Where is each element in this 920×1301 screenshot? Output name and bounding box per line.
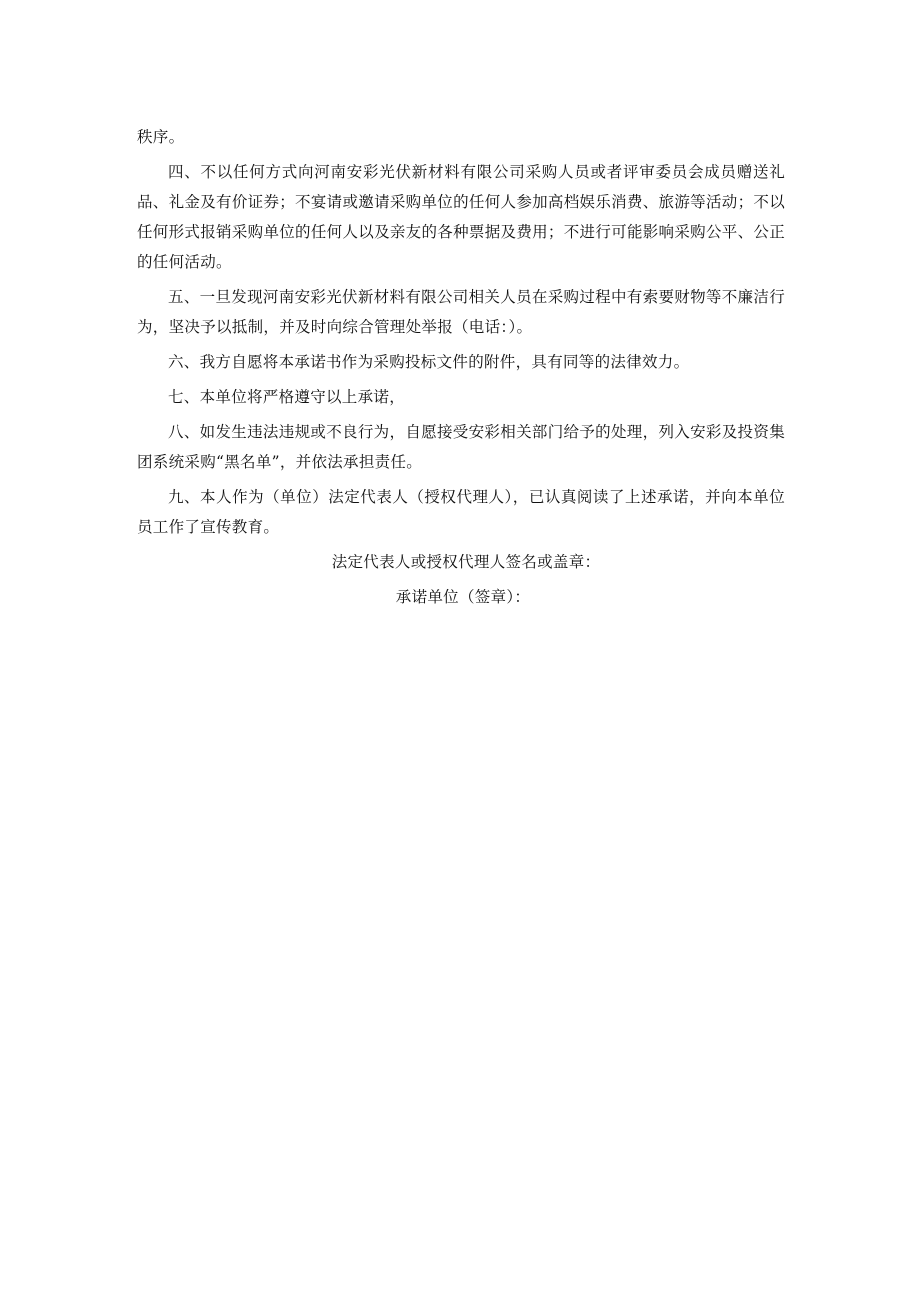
unit-seal-line: 承诺单位（签章）： xyxy=(395,588,531,606)
document-body xyxy=(137,122,785,612)
paragraph-item-7: 七、本单位将严格遵守以上承诺， xyxy=(168,388,406,406)
signature-line: 法定代表人或授权代理人签名或盖章： xyxy=(331,553,601,571)
paragraph-item-4: 四、不以任何方式向河南安彩光伏新材料有限公司采购人员或者评审委员会成员赠送礼品、礼金及有价证券；不宴请或邀请采购单位的任何人参加高档娱乐消费、旅游等活动；不以任何形式报销采购单位的任何人以及亲友的各种票据及费用；不进行可能影响采购公平、公正的任何活动。 xyxy=(137,163,785,271)
paragraph-continuation: 秩序。 xyxy=(137,128,185,146)
paragraph-item-8: 八、如发生违法违规或不良行为，自愿接受安彩相关部门给予的处理，列入安彩及投资集团系统采购“黑名单”，并依法承担责任。 xyxy=(137,423,785,471)
paragraph-item-5: 五、一旦发现河南安彩光伏新材料有限公司相关人员在采购过程中有索要财物等不廉洁行为，坚决予以抵制，并及时向综合管理处举报（电话：）。 xyxy=(137,288,785,336)
paragraph-item-6: 六、我方自愿将本承诺书作为采购投标文件的附件，具有同等的法律效力。 xyxy=(168,353,690,371)
paragraph-item-9: 九、本人作为（单位）法定代表人（授权代理人），已认真阅读了上述承诺，并向本单位员工作了宣传教育。 xyxy=(137,488,785,536)
